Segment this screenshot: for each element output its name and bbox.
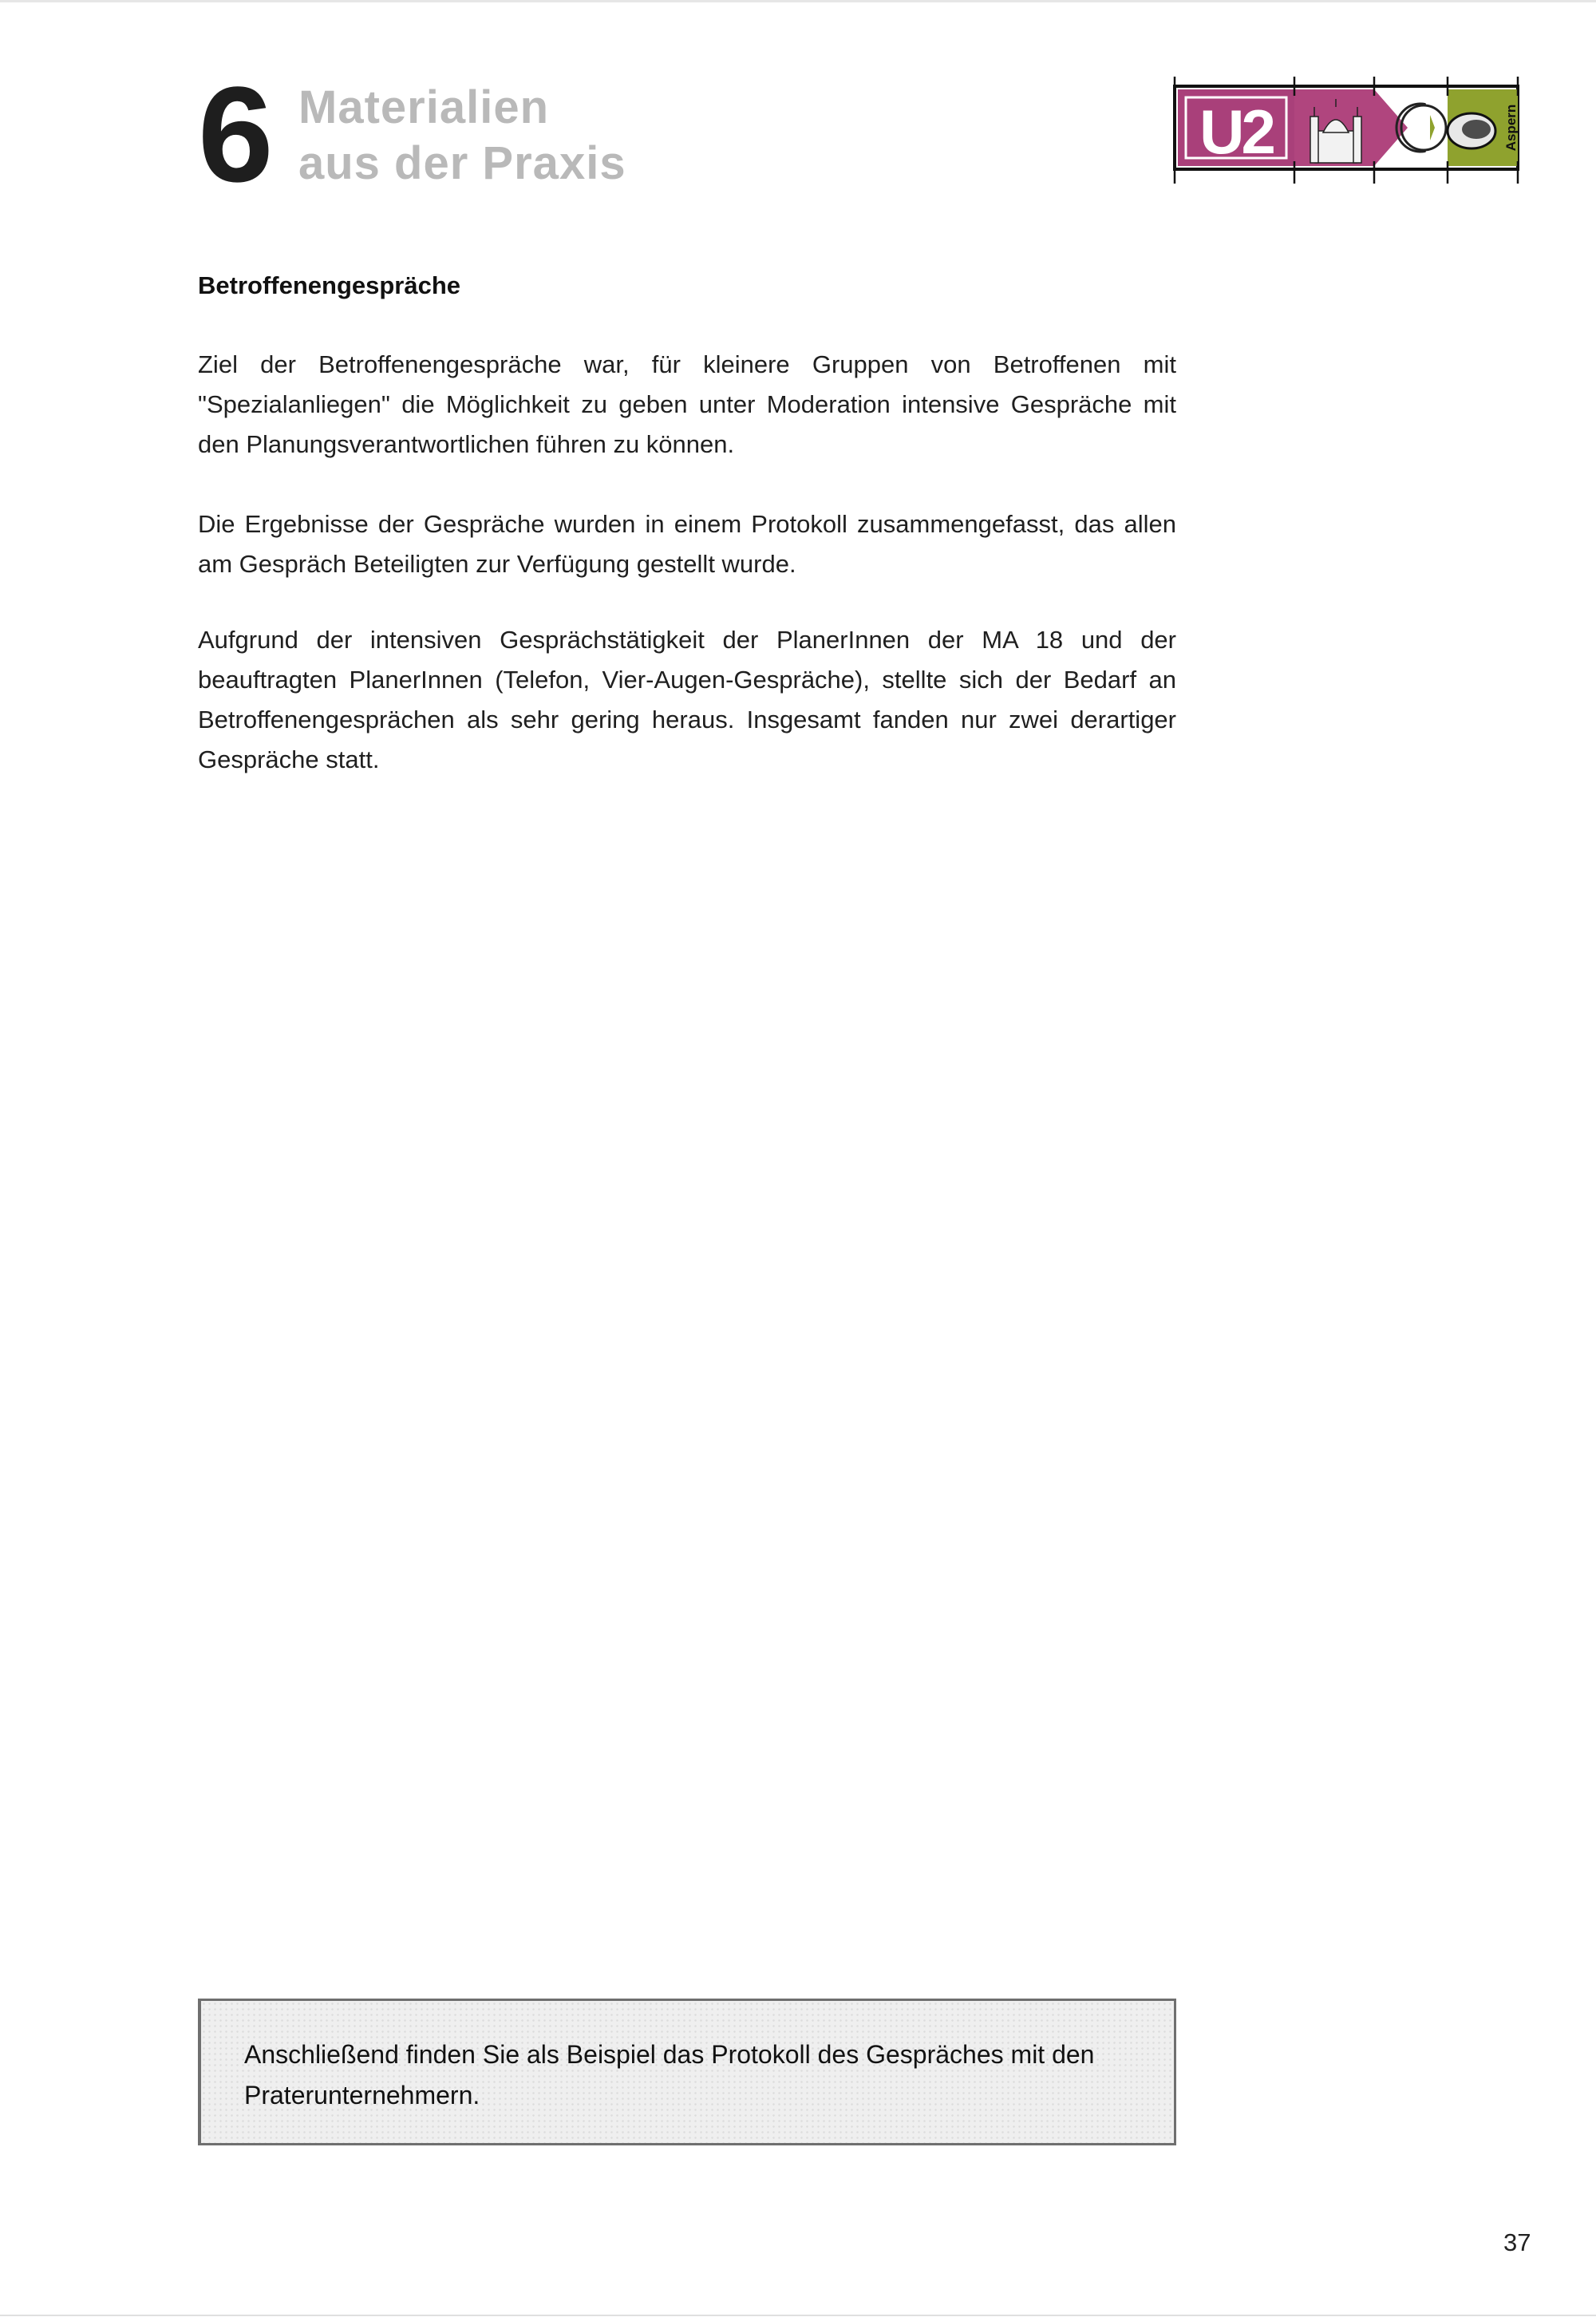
page-top-edge (0, 0, 1596, 2)
logo-u2-text: U2 (1199, 97, 1273, 167)
paragraph-1: Ziel der Betroffenengespräche war, für kleinere Gruppen von Betroffenen mit "Spezialanliegen" die Möglichkeit zu geben unter Moderation intensive Gespräche mit den Planungsverantwortlichen führen zu können. (198, 350, 1176, 458)
logo-graphic (1167, 75, 1534, 190)
chapter-title-line1: Materialien (298, 81, 549, 133)
paragraph-2: Die Ergebnisse der Gespräche wurden in einem Protokoll zusammengefasst, das allen am Gespräch Beteiligten zur Verfügung gestellt wurde. (198, 510, 1176, 578)
stadium-icon (1448, 113, 1495, 148)
page-bottom-edge (0, 2315, 1596, 2316)
logo-side-text: Aspern (1503, 104, 1519, 152)
chapter-title-line2: aus der Praxis (298, 137, 626, 189)
u2-aspern-logo (1167, 75, 1534, 190)
chapter-number: 6 (198, 59, 271, 211)
page-number: 37 (1503, 2228, 1531, 2256)
paragraph-3: Aufgrund der intensiven Gesprächstätigkeit der PlanerInnen der MA 18 und der beauftragten PlanerInnen (Telefon, Vier-Augen-Gespräche), stellte sich der Bedarf an Betroffenengesprächen als sehr gering heraus. Insgesamt fanden nur zwei derartiger Gespräche statt. (198, 626, 1176, 773)
note-text: Anschließend finden Sie als Beispiel das Protokoll des Gespräches mit den Praterunternehmern. (244, 2040, 1095, 2109)
chapter-title (298, 80, 626, 192)
chapter-header (198, 59, 757, 211)
note-box (198, 1999, 1176, 2145)
section-heading: Betroffenengespräche (198, 271, 461, 299)
